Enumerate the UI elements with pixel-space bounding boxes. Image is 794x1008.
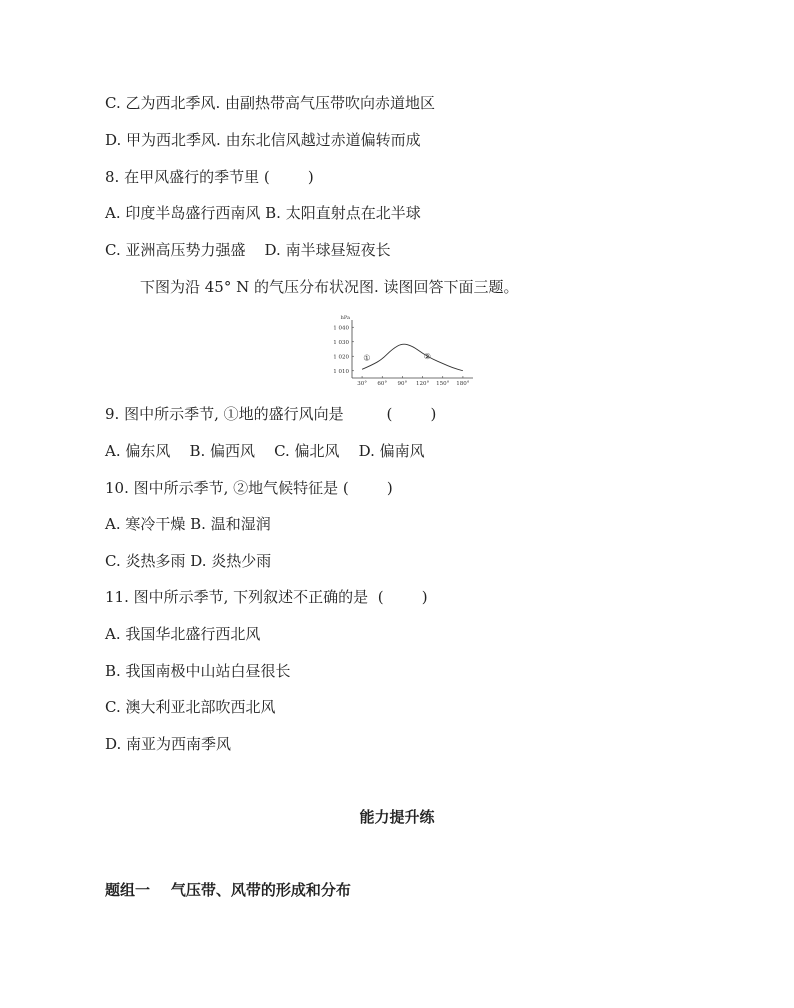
option-7c: C. 乙为西北季风. 由副热带高气压带吹向赤道地区: [105, 94, 436, 112]
figure-intro: 下图为沿 45° N 的气压分布状况图. 读图回答下面三题。: [140, 278, 519, 296]
question-11: 11. 图中所示季节, 下列叙述不正确的是 ( ): [105, 588, 428, 606]
option-7d: D. 甲为西北季风. 由东北信风越过赤道偏转而成: [105, 131, 421, 149]
x-tick-label: 90°: [397, 381, 408, 387]
question-10: 10. 图中所示季节, ②地气候特征是 ( ): [105, 479, 393, 497]
point-label-1: ①: [363, 353, 371, 363]
x-tick-label: 150°: [436, 381, 450, 387]
options-8ab: A. 印度半岛盛行西南风 B. 太阳直射点在北半球: [105, 204, 421, 222]
x-tick-label: 30°: [357, 381, 367, 387]
options-9: A. 偏东风 B. 偏西风 C. 偏北风 D. 偏南风: [105, 442, 425, 460]
group-heading: 题组一 气压带、风带的形成和分布: [105, 881, 351, 899]
question-9: 9. 图中所示季节, ①地的盛行风向是 ( ): [105, 405, 437, 423]
option-11d: D. 南亚为西南季风: [105, 735, 232, 753]
y-tick-label: 1 010: [333, 368, 349, 375]
option-11b: B. 我国南极中山站白昼很长: [105, 662, 291, 680]
x-tick-label: 120°: [415, 381, 430, 387]
x-tick-label: 60°: [377, 381, 388, 387]
question-8: 8. 在甲风盛行的季节里 ( ): [105, 168, 314, 186]
point-label-2: ②: [423, 352, 431, 362]
y-tick-label: 1 020: [333, 354, 349, 361]
options-10cd: C. 炎热多雨 D. 炎热少雨: [105, 552, 272, 570]
option-11c: C. 澳大利亚北部吹西北风: [105, 698, 276, 716]
y-tick-label: 1 030: [333, 339, 349, 346]
y-axis-label: hPa: [340, 315, 350, 321]
pressure-chart: [318, 312, 478, 390]
pressure-curve: [362, 344, 463, 371]
option-11a: A. 我国华北盛行西北风: [105, 625, 261, 643]
y-tick-label: 1 040: [333, 325, 349, 332]
options-10ab: A. 寒冷干燥 B. 温和湿润: [105, 515, 271, 533]
x-tick-label: 180°: [456, 381, 470, 387]
options-8cd: C. 亚洲高压势力强盛 D. 南半球昼短夜长: [105, 241, 391, 259]
section-title: 能力提升练: [359, 808, 435, 826]
